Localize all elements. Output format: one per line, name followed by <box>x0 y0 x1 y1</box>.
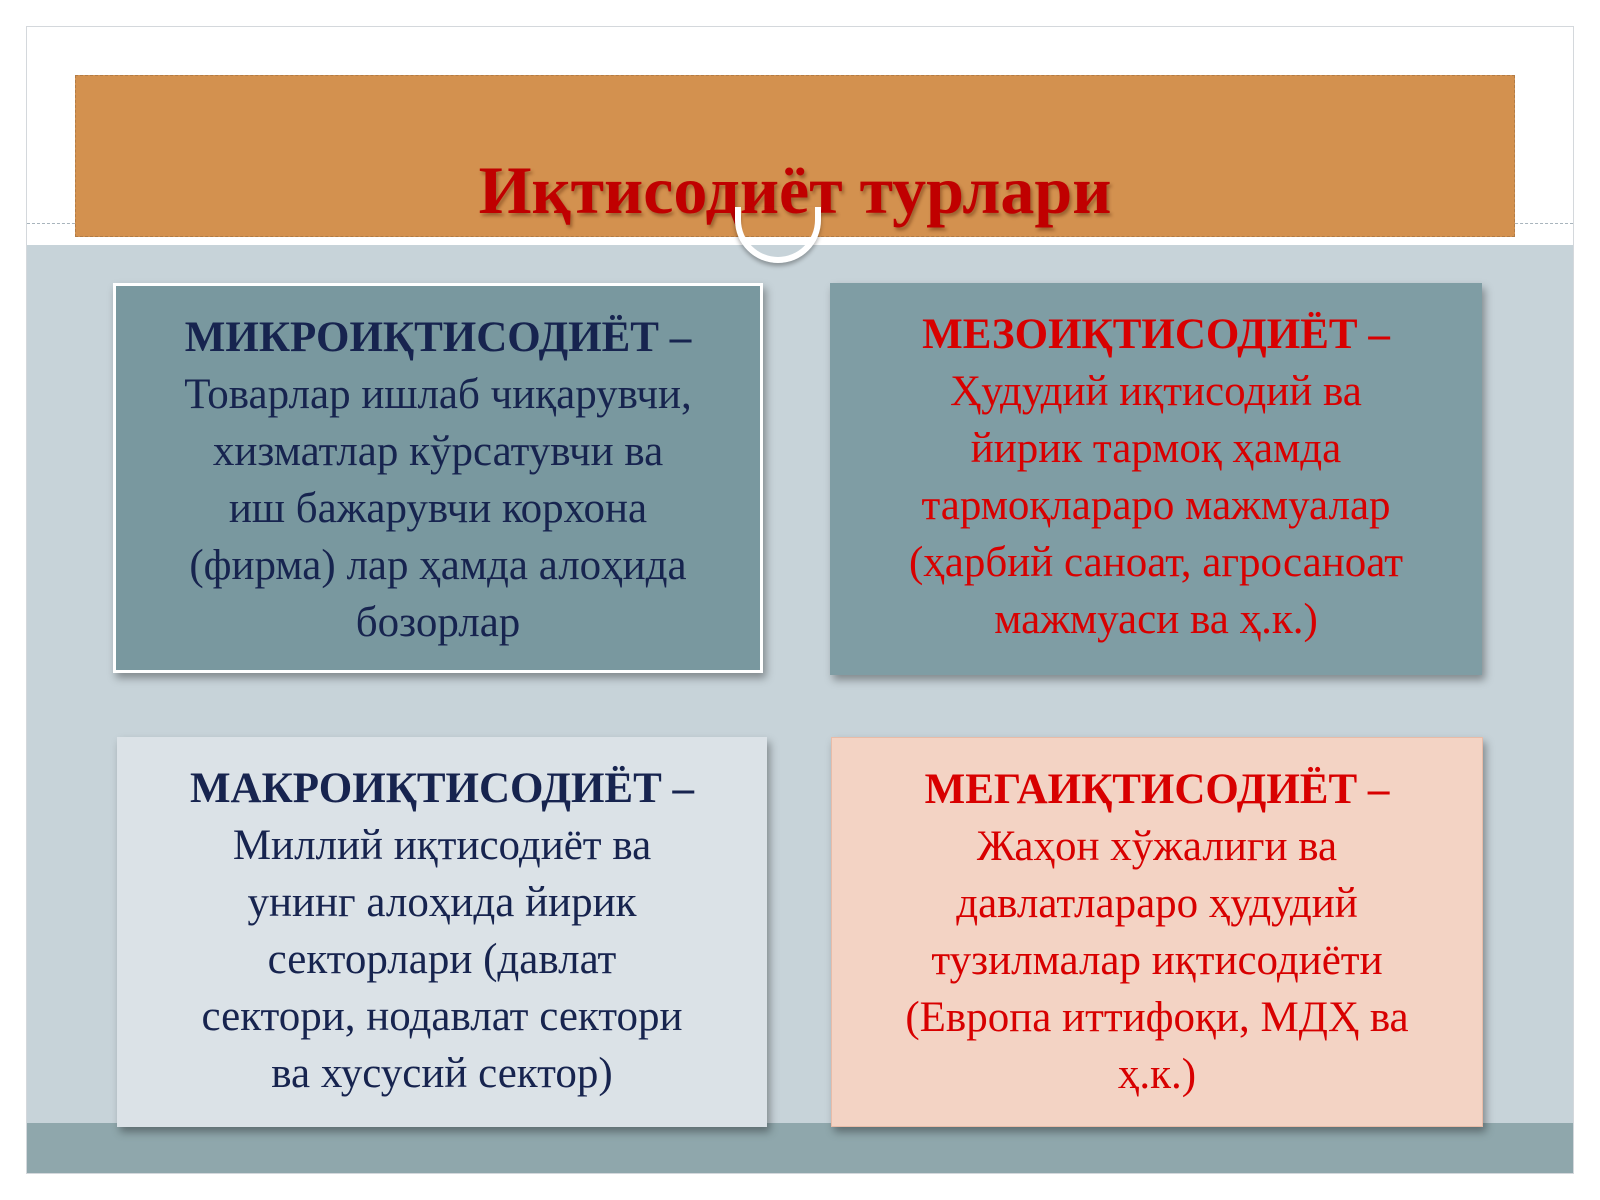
macro-economy-line: сектори, нодавлат сектори <box>201 993 683 1040</box>
mega-economy-line: Жаҳон хўжалиги ва <box>976 823 1338 870</box>
macro-economy-line: секторлари (давлат <box>267 936 617 983</box>
meso-economy-line: мажмуаси ва ҳ.к.) <box>994 596 1318 643</box>
micro-economy-term-line <box>116 309 760 366</box>
mega-economy-line: ҳ.к.) <box>1117 1051 1197 1098</box>
mega-economy-line: тузилмалар иқтисодиёти <box>931 937 1383 984</box>
mega-economy-line: давлатлараро ҳудудий <box>956 880 1358 927</box>
meso-economy-line: тармоқлараро мажмуалар <box>921 482 1391 529</box>
micro-economy-line: Товарлар ишлаб чиқарувчи, <box>184 371 692 418</box>
meso-economy-term: МЕЗОИҚТИСОДИЁТ – <box>922 311 1390 358</box>
macro-economy-line: унинг алоҳида йирик <box>247 879 637 926</box>
macro-economy-line: Миллий иқтисодиёт ва <box>232 822 652 869</box>
meso-economy-term-line <box>830 306 1482 363</box>
macro-economy-card <box>117 737 767 1127</box>
meso-economy-line: (ҳарбий саноат, агросаноат <box>908 539 1404 586</box>
macro-economy-term: МАКРОИҚТИСОДИЁТ – <box>189 765 695 812</box>
mega-economy-card <box>831 737 1483 1127</box>
slide <box>26 26 1574 1174</box>
mega-economy-term: МЕГАИҚТИСОДИЁТ – <box>924 766 1390 813</box>
micro-economy-line: иш бажарувчи корхона <box>228 485 648 532</box>
mega-economy-term-line <box>832 761 1482 818</box>
micro-economy-line: (фирма) лар ҳамда алоҳида <box>189 542 687 589</box>
micro-economy-card <box>113 283 763 673</box>
meso-economy-card <box>830 283 1482 675</box>
meso-economy-line: Ҳудудий иқтисодий ва <box>950 368 1362 415</box>
mega-economy-line: (Европа иттифоқи, МДҲ ва <box>905 994 1409 1041</box>
macro-economy-term-line <box>117 760 767 817</box>
bottom-band <box>27 1123 1573 1174</box>
macro-economy-line: ва хусусий сектор) <box>271 1050 613 1097</box>
micro-economy-line: хизматлар кўрсатувчи ва <box>212 428 664 475</box>
meso-economy-line: йирик тармоқ ҳамда <box>970 425 1342 472</box>
micro-economy-term: МИКРОИҚТИСОДИЁТ – <box>184 314 692 361</box>
slide-title: Иқтисодиёт турлари <box>478 152 1112 228</box>
micro-economy-line: бозорлар <box>355 599 521 646</box>
